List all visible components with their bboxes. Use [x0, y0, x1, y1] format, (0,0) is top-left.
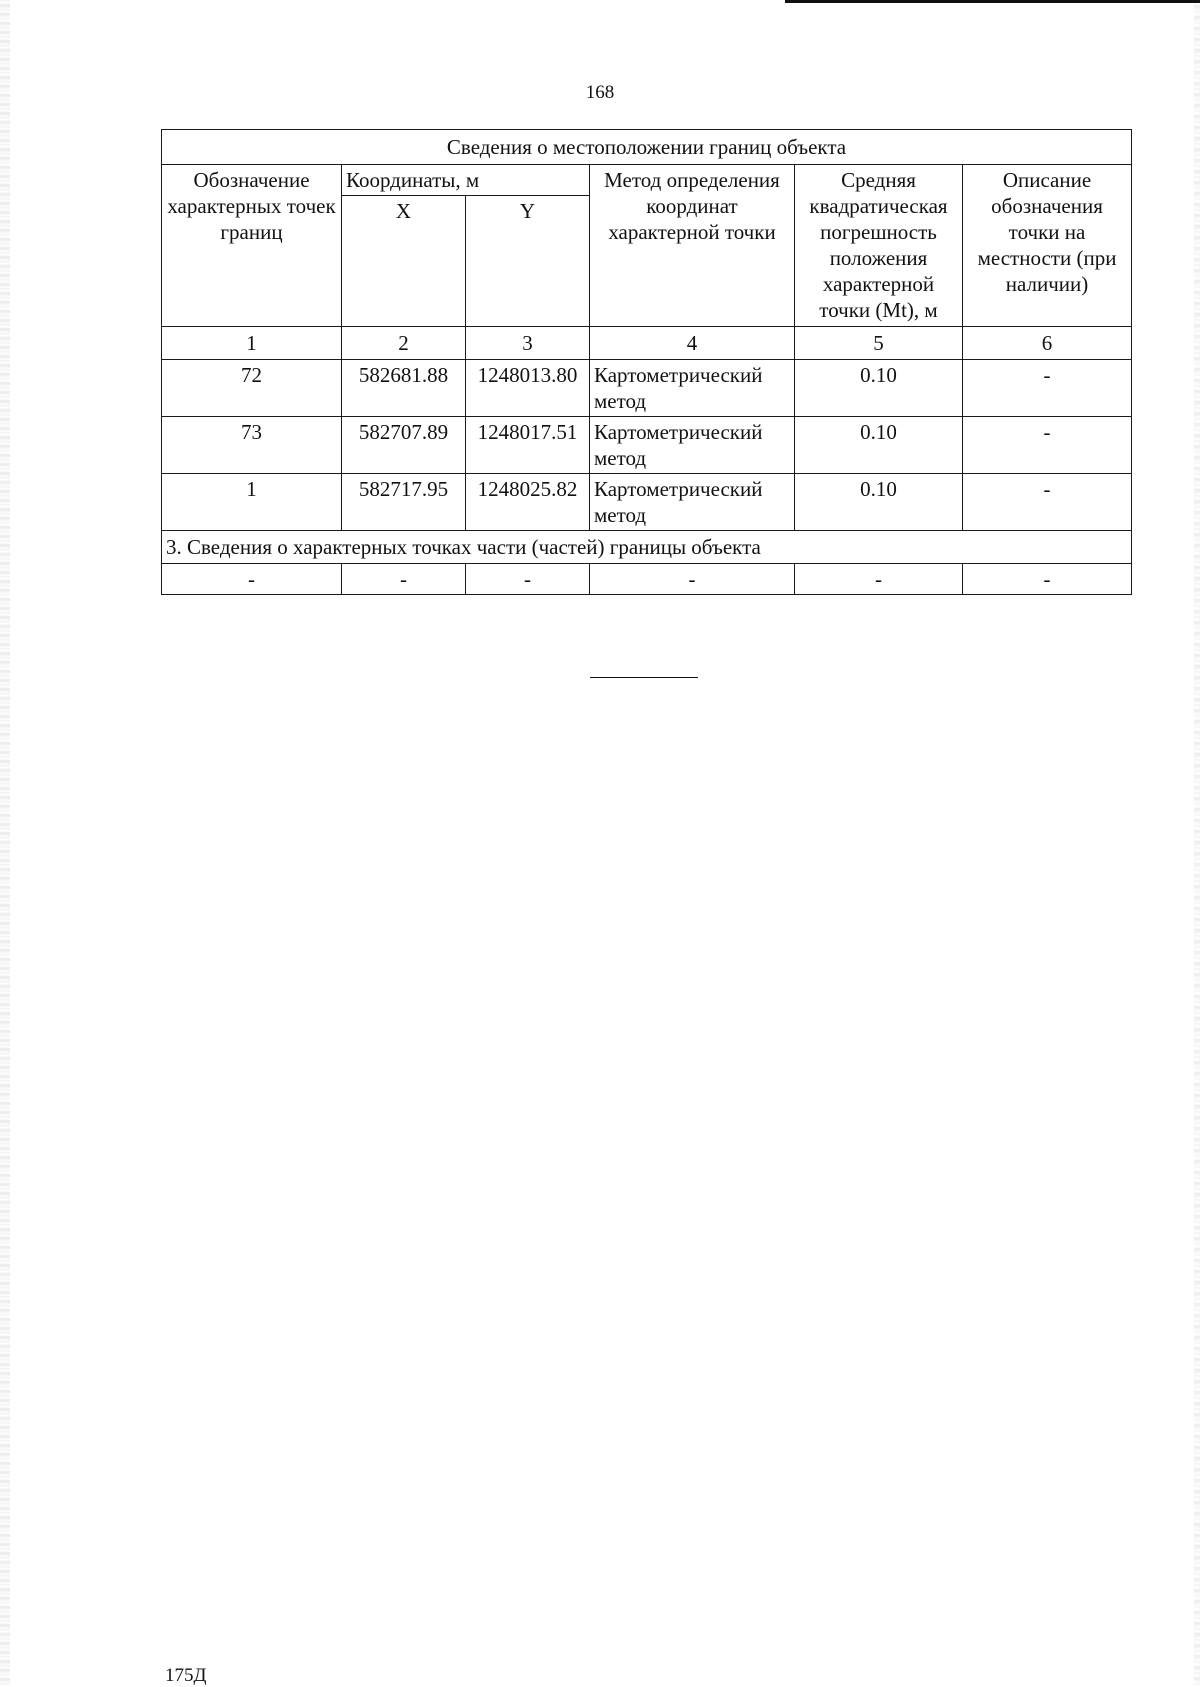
section3-cell: - — [590, 564, 795, 595]
method-cell: Картометрический метод — [590, 360, 795, 417]
y-cell: 1248025.82 — [466, 474, 590, 531]
x-cell: 582707.89 — [342, 417, 466, 474]
header-designation: Обозначение характерных точек границ — [162, 165, 342, 327]
y-cell: 1248013.80 — [466, 360, 590, 417]
x-cell: 582681.88 — [342, 360, 466, 417]
header-x: X — [342, 196, 466, 327]
header-row — [162, 165, 1132, 196]
header-method: Метод определения координат характерной точки — [590, 165, 795, 327]
header-y: Y — [466, 196, 590, 327]
column-number: 6 — [963, 327, 1132, 360]
point-cell: 1 — [162, 474, 342, 531]
section3-cell: - — [342, 564, 466, 595]
table-row — [162, 360, 1132, 417]
method-cell: Картометрический метод — [590, 417, 795, 474]
table-title-row — [162, 130, 1132, 165]
section3-cell: - — [162, 564, 342, 595]
page-number: 168 — [585, 82, 615, 103]
column-number: 1 — [162, 327, 342, 360]
scan-edge-left — [0, 0, 10, 1686]
section3-data-row — [162, 564, 1132, 595]
x-cell: 582717.95 — [342, 474, 466, 531]
column-number: 5 — [795, 327, 963, 360]
y-cell: 1248017.51 — [466, 417, 590, 474]
column-number-row — [162, 327, 1132, 360]
point-cell: 73 — [162, 417, 342, 474]
error-cell: 0.10 — [795, 474, 963, 531]
point-cell: 72 — [162, 360, 342, 417]
table-row — [162, 474, 1132, 531]
section3-title: 3. Сведения о характерных точках части (частей) границы объекта — [162, 531, 1132, 564]
document-code: 175Д — [165, 1665, 207, 1686]
closing-rule — [590, 677, 698, 678]
column-number: 3 — [466, 327, 590, 360]
header-description: Описание обозначения точки на местности (при наличии) — [963, 165, 1132, 327]
method-cell: Картометрический метод — [590, 474, 795, 531]
section3-cell: - — [466, 564, 590, 595]
scan-edge-right — [1194, 0, 1200, 1686]
header-error: Средняя квадратическая погрешность положения характерной точки (Mt), м — [795, 165, 963, 327]
section3-cell: - — [963, 564, 1132, 595]
column-number: 2 — [342, 327, 466, 360]
error-cell: 0.10 — [795, 417, 963, 474]
error-cell: 0.10 — [795, 360, 963, 417]
description-cell: - — [963, 417, 1132, 474]
table-row — [162, 417, 1132, 474]
section3-cell: - — [795, 564, 963, 595]
description-cell: - — [963, 360, 1132, 417]
table-title: Сведения о местоположении границ объекта — [162, 130, 1132, 165]
header-coordinates: Координаты, м — [342, 165, 590, 196]
section3-row — [162, 531, 1132, 564]
column-number: 4 — [590, 327, 795, 360]
boundary-points-table — [161, 129, 1132, 595]
description-cell: - — [963, 474, 1132, 531]
top-rule — [785, 0, 1200, 3]
